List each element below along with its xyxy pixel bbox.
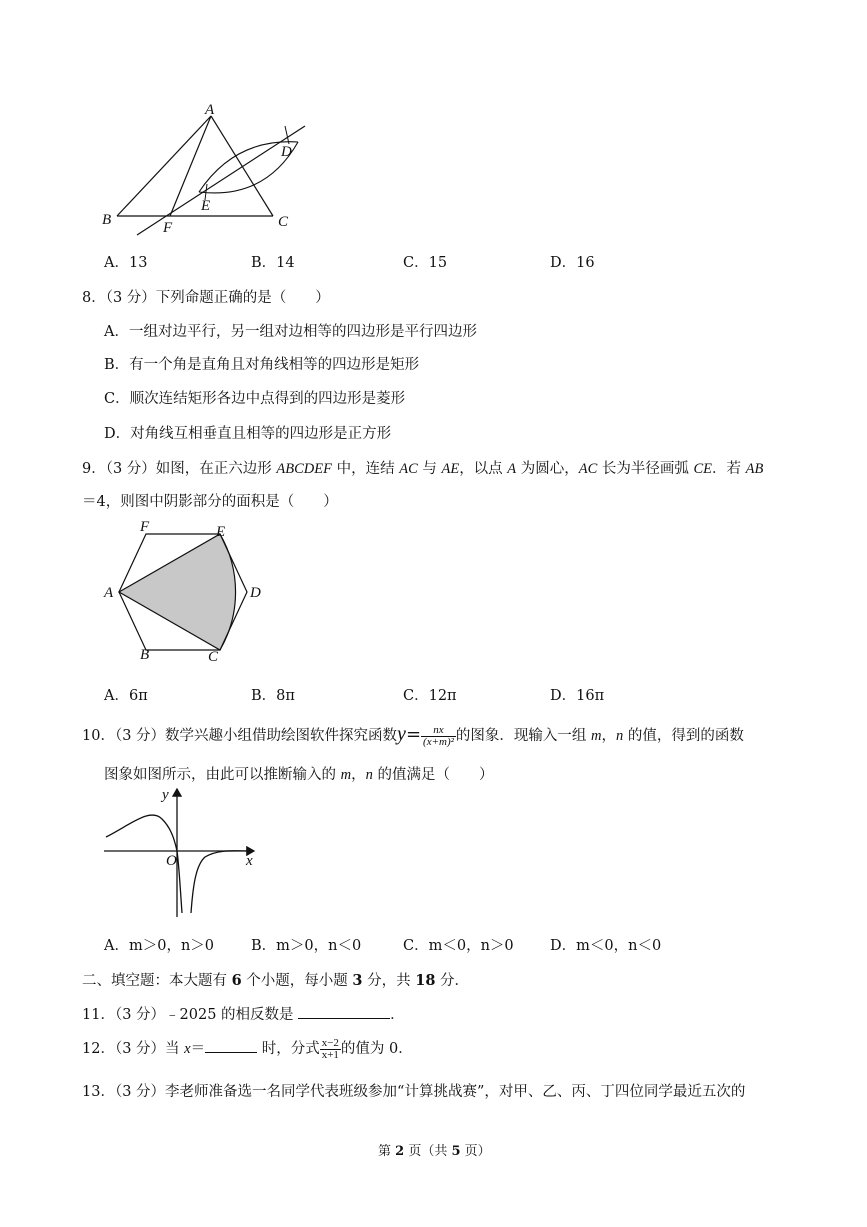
- q9-stem-line1: 9．（3 分）如图，在正六边形 ABCDEF 中，连结 AC 与 AE，以点 A 为圆心，AC 长为半径画弧 CE．若 AB: [82, 461, 764, 477]
- q8-option-c: C．顺次连结矩形各边中点得到的四边形是菱形: [104, 391, 406, 407]
- q9-option-c: C．12π: [403, 688, 457, 704]
- q11-stem: 11．（3 分）﹣2025 的相反数是 ．: [82, 1003, 405, 1024]
- q10-axis-y-label: y: [162, 787, 169, 803]
- q7-option-b: B．14: [251, 255, 295, 271]
- page-footer: 第 2 页（共 5 页）: [378, 1144, 491, 1159]
- q9-stem-line2: ＝4，则图中阴影部分的面积是（ ）: [82, 494, 338, 510]
- q7-option-a: A．13: [104, 255, 148, 271]
- q7-option-c: C．15: [403, 255, 448, 271]
- q11-answer-blank[interactable]: [298, 1004, 390, 1019]
- q7-option-d: D．16: [550, 255, 595, 271]
- q10-function-graph: [100, 785, 265, 925]
- q9-label-e: E: [216, 524, 226, 540]
- q12-answer-blank[interactable]: [205, 1038, 257, 1053]
- q7-label-c: C: [278, 214, 289, 230]
- q12-fraction: $\frac{x-2}{x+1}$: [321, 1036, 339, 1061]
- q9-hexagon-figure: [100, 518, 270, 666]
- q10-stem-line2: 图象如图所示，由此可以推断输入的 m，n 的值满足（ ）: [104, 767, 494, 783]
- q9-option-a: A．6π: [104, 688, 148, 704]
- q8-option-b: B．有一个角是直角且对角线相等的四边形是矩形: [104, 357, 420, 373]
- q7-label-b: B: [102, 212, 112, 228]
- q9-label-f: F: [140, 519, 150, 535]
- q9-label-a: A: [104, 585, 114, 601]
- q8-option-a: A．一组对边平行，另一组对边相等的四边形是平行四边形: [104, 324, 477, 340]
- q7-triangle-figure: [95, 100, 315, 240]
- q9-label-d: D: [250, 585, 261, 601]
- q9-option-d: D．16π: [550, 688, 605, 704]
- q9-label-b: B: [140, 647, 150, 663]
- section2-heading: 二、填空题：本大题有 6 个小题，每小题 3 分，共 18 分．: [82, 972, 470, 989]
- q10-option-a: A．m＞0，n＞0: [104, 938, 215, 954]
- q7-label-e: E: [201, 198, 211, 214]
- q8-stem: 8．（3 分）下列命题正确的是（ ）: [82, 290, 330, 306]
- q13-stem: 13．（3 分）李老师准备选一名同学代表班级参加“计算挑战赛”，对甲、乙、丙、丁四位同学最近五次的: [82, 1084, 746, 1100]
- q10-option-d: D．m＜0，n＜0: [550, 938, 662, 954]
- q10-option-b: B．m＞0，n＜0: [251, 938, 362, 954]
- q10-axis-x-label: x: [246, 853, 253, 869]
- q10-func-y: y: [397, 723, 406, 745]
- q9-label-c: C: [208, 649, 219, 665]
- q7-label-a: A: [205, 102, 215, 118]
- q8-option-d: D．对角线互相垂直且相等的四边形是正方形: [104, 426, 392, 442]
- q12-stem: 12．（3 分）当 x＝ 时，分式 $\frac{x-2}{x+1}$ 的值为 0．: [82, 1036, 413, 1061]
- q10-option-c: C．m＜0，n＞0: [403, 938, 514, 954]
- q7-label-f: F: [163, 220, 173, 236]
- q10-func-fraction: $\frac{nx}{\text{(x+m)²}}$: [423, 723, 454, 748]
- q9-option-b: B．8π: [251, 688, 295, 704]
- q10-stem-line1: 10．（3 分）数学兴趣小组借助绘图软件探究函数y= $\frac{nx}{\text{(x+m)²}}$ 的图象．现输入一组 m，n 的值，得到的函数: [82, 723, 744, 748]
- q10-origin-label: O: [166, 853, 177, 869]
- q7-label-d: D: [281, 144, 292, 160]
